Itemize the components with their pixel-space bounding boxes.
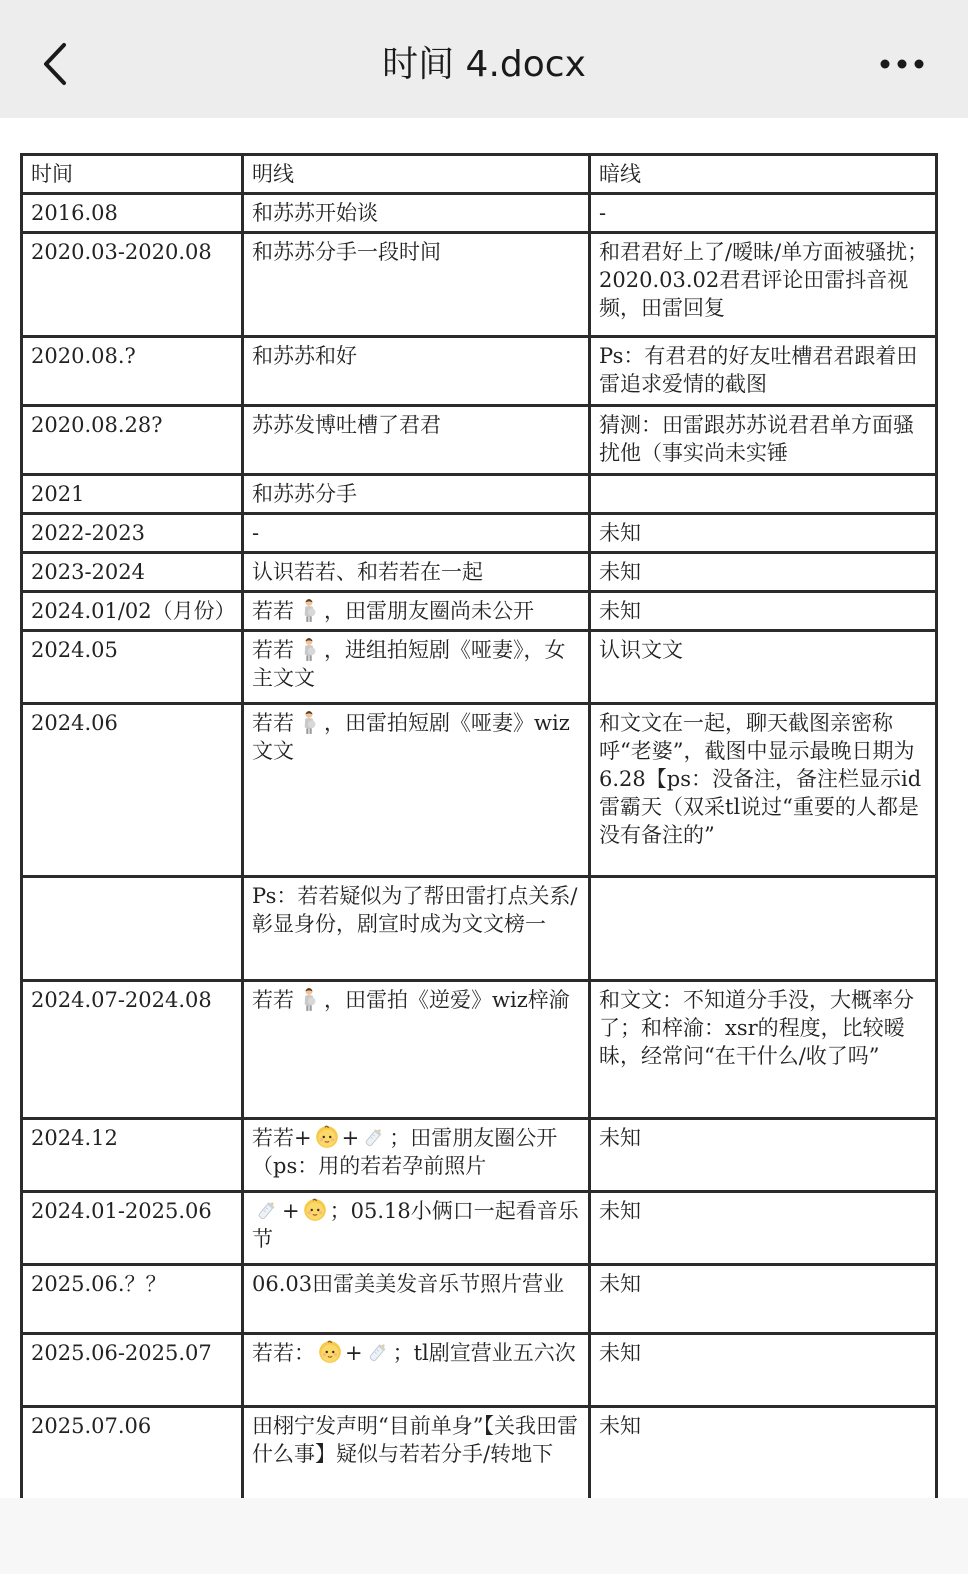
baby-bottle-icon bbox=[365, 1339, 391, 1365]
time-cell: 2021 bbox=[22, 475, 243, 514]
main-line-cell: 田栩宁发声明“目前单身”【关我田雷什么事】疑似与若若分手/转地下 bbox=[243, 1407, 590, 1511]
table-row bbox=[22, 1407, 937, 1511]
hidden-line-cell: 未知 bbox=[590, 1407, 937, 1511]
time-cell: 2022-2023 bbox=[22, 514, 243, 553]
main-line-cell bbox=[243, 1119, 590, 1192]
table-row bbox=[22, 981, 937, 1119]
column-header-time: 时间 bbox=[22, 155, 243, 194]
pregnant-woman-icon bbox=[296, 986, 322, 1012]
main-line-text: 若若 bbox=[252, 599, 294, 623]
main-line-text: 若若 bbox=[252, 638, 294, 662]
hidden-line-cell: 未知 bbox=[590, 1192, 937, 1265]
hidden-line-cell: 未知 bbox=[590, 592, 937, 631]
table-row bbox=[22, 631, 937, 704]
main-line-cell: - bbox=[243, 514, 590, 553]
hidden-line-cell: 未知 bbox=[590, 1334, 937, 1407]
table-row bbox=[22, 475, 937, 514]
main-line-text: 若若： bbox=[252, 1341, 315, 1365]
time-cell: 2024.12 bbox=[22, 1119, 243, 1192]
table-row bbox=[22, 337, 937, 406]
table-row bbox=[22, 1265, 937, 1334]
main-line-text: 若若 bbox=[252, 988, 294, 1012]
back-button[interactable] bbox=[30, 36, 80, 92]
pregnant-woman-icon bbox=[296, 636, 322, 662]
table-row bbox=[22, 406, 937, 475]
main-line-text: ；tl剧宣营业五六次 bbox=[392, 1341, 576, 1365]
table-row bbox=[22, 233, 937, 337]
main-line-cell: 和苏苏分手 bbox=[243, 475, 590, 514]
pregnant-woman-icon bbox=[296, 597, 322, 623]
main-line-cell bbox=[243, 704, 590, 877]
baby-face-icon bbox=[317, 1339, 343, 1365]
table-row bbox=[22, 194, 937, 233]
main-line-cell bbox=[243, 981, 590, 1119]
main-line-cell: 06.03田雷美美发音乐节照片营业 bbox=[243, 1265, 590, 1334]
timeline-table bbox=[20, 153, 938, 1512]
hidden-line-cell: 未知 bbox=[590, 553, 937, 592]
baby-bottle-icon bbox=[254, 1197, 280, 1223]
table-row bbox=[22, 1119, 937, 1192]
table-row bbox=[22, 592, 937, 631]
more-options-button[interactable] bbox=[872, 42, 932, 86]
main-line-text: + bbox=[282, 1199, 300, 1223]
main-line-cell: Ps：若若疑似为了帮田雷打点关系/彰显身份，剧宣时成为文文榜一 bbox=[243, 877, 590, 981]
main-line-cell bbox=[243, 1334, 590, 1407]
main-line-cell: 和苏苏和好 bbox=[243, 337, 590, 406]
time-cell: 2024.07-2024.08 bbox=[22, 981, 243, 1119]
main-line-cell bbox=[243, 631, 590, 704]
chevron-left-icon bbox=[40, 41, 70, 87]
time-cell: 2024.05 bbox=[22, 631, 243, 704]
main-line-cell bbox=[243, 1192, 590, 1265]
table-header-row bbox=[22, 155, 937, 194]
time-cell: 2016.08 bbox=[22, 194, 243, 233]
time-cell: 2025.06-2025.07 bbox=[22, 1334, 243, 1407]
main-line-text: ，田雷拍短剧《哑妻》wiz文文 bbox=[252, 711, 570, 763]
time-cell: 2025.06.？？ bbox=[22, 1265, 243, 1334]
pregnant-woman-icon bbox=[296, 709, 322, 735]
main-line-text: ，田雷朋友圈尚未公开 bbox=[324, 599, 534, 623]
title-bar bbox=[0, 0, 968, 118]
document-title: 时间 4.docx bbox=[382, 44, 586, 85]
main-line-text: + bbox=[345, 1341, 363, 1365]
time-cell: 2020.08.28? bbox=[22, 406, 243, 475]
hidden-line-cell bbox=[590, 877, 937, 981]
main-line-cell bbox=[243, 592, 590, 631]
time-cell: 2024.01/02（月份） bbox=[22, 592, 243, 631]
main-line-text: ，田雷拍《逆爱》wiz梓渝 bbox=[324, 988, 570, 1012]
hidden-line-cell: 未知 bbox=[590, 1119, 937, 1192]
time-cell: 2020.03-2020.08 bbox=[22, 233, 243, 337]
baby-bottle-icon bbox=[361, 1124, 387, 1150]
hidden-line-cell: 猜测：田雷跟苏苏说君君单方面骚扰他（事实尚未实锤 bbox=[590, 406, 937, 475]
table-row bbox=[22, 1334, 937, 1407]
hidden-line-cell: 未知 bbox=[590, 514, 937, 553]
hidden-line-cell: - bbox=[590, 194, 937, 233]
hidden-line-cell: 和文文：不知道分手没，大概率分了；和梓渝：xsr的程度，比较暧昧，经常问“在干什么/收了吗” bbox=[590, 981, 937, 1119]
main-line-cell: 和苏苏分手一段时间 bbox=[243, 233, 590, 337]
page-bottom-area bbox=[0, 1498, 968, 1574]
table-row bbox=[22, 553, 937, 592]
main-line-text: ；05.18小俩口一起看音乐节 bbox=[252, 1199, 579, 1251]
main-line-cell: 认识若若、和若若在一起 bbox=[243, 553, 590, 592]
main-line-cell: 苏苏发博吐槽了君君 bbox=[243, 406, 590, 475]
hidden-line-cell: 和君君好上了/暧昧/单方面被骚扰；2020.03.02君君评论田雷抖音视频，田雷回复 bbox=[590, 233, 937, 337]
time-cell: 2024.01-2025.06 bbox=[22, 1192, 243, 1265]
table-row bbox=[22, 514, 937, 553]
main-line-text: 若若+ bbox=[252, 1126, 312, 1150]
hidden-line-cell: 和文文在一起，聊天截图亲密称呼“老婆”，截图中显示最晚日期为6.28【ps：没备注，备注栏显示id雷霸天（双采tl说过“重要的人都是没有备注的” bbox=[590, 704, 937, 877]
hidden-line-cell: Ps：有君君的好友吐槽君君跟着田雷追求爱情的截图 bbox=[590, 337, 937, 406]
more-horizontal-icon bbox=[878, 57, 926, 71]
hidden-line-cell: 认识文文 bbox=[590, 631, 937, 704]
time-cell: 2025.07.06 bbox=[22, 1407, 243, 1511]
main-line-text: 若若 bbox=[252, 711, 294, 735]
hidden-line-cell: 未知 bbox=[590, 1265, 937, 1334]
main-line-text: + bbox=[341, 1126, 360, 1150]
time-cell: 2020.08.? bbox=[22, 337, 243, 406]
table-row bbox=[22, 704, 937, 877]
baby-face-icon bbox=[314, 1124, 340, 1150]
baby-face-icon bbox=[302, 1197, 328, 1223]
main-line-text: ，进组拍短剧《哑妻》，女主文文 bbox=[252, 638, 566, 690]
time-cell bbox=[22, 877, 243, 981]
column-header-hidden-line: 暗线 bbox=[590, 155, 937, 194]
main-line-cell: 和苏苏开始谈 bbox=[243, 194, 590, 233]
time-cell: 2024.06 bbox=[22, 704, 243, 877]
table-row bbox=[22, 1192, 937, 1265]
time-cell: 2023-2024 bbox=[22, 553, 243, 592]
hidden-line-cell bbox=[590, 475, 937, 514]
main-line-text: ；田雷朋友圈公开（ps：用的若若孕前照片 bbox=[252, 1126, 558, 1178]
column-header-main-line: 明线 bbox=[243, 155, 590, 194]
table-row bbox=[22, 877, 937, 981]
